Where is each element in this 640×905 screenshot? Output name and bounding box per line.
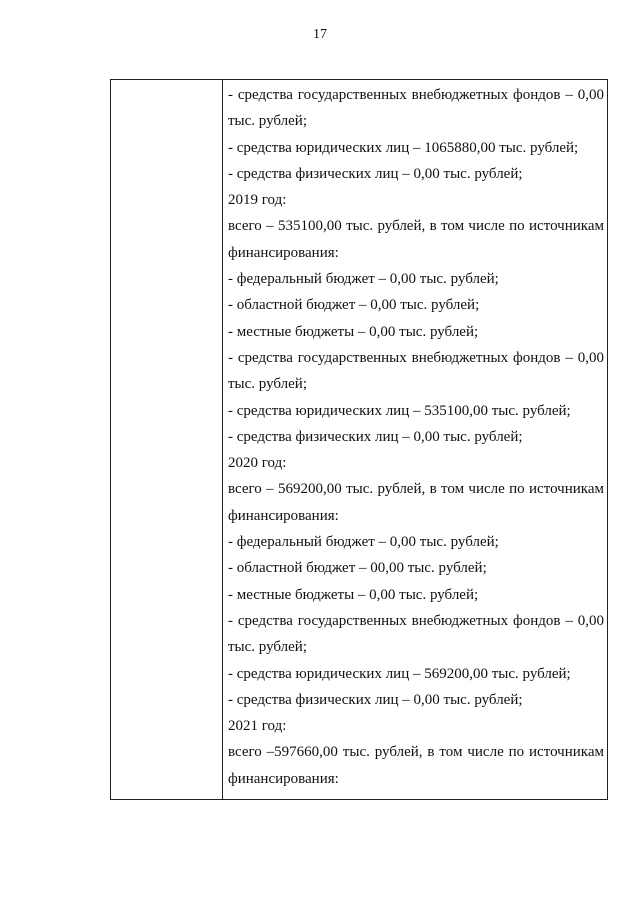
text-line: 2021 год: <box>228 718 287 735</box>
text-line: финансирования: <box>228 507 339 524</box>
text-line: тыс. рублей; <box>228 376 307 393</box>
text-line: - средства юридических лиц – 569200,00 тыс. рублей; <box>228 665 571 682</box>
text-line: финансирования: <box>228 770 339 787</box>
page-number: 17 <box>313 27 327 42</box>
text-line: 2019 год: <box>228 192 287 209</box>
text-line: - средства физических лиц – 0,00 тыс. рублей; <box>228 165 523 182</box>
text-line: финансирования: <box>228 244 339 261</box>
text-line: тыс. рублей; <box>228 113 307 130</box>
text-line: - средства юридических лиц – 535100,00 тыс. рублей; <box>228 402 571 419</box>
text-line: всего – 535100,00 тыс. рублей, в том числе по источникам <box>228 218 604 235</box>
table-right-cell <box>223 80 607 799</box>
text-line: - средства государственных внебюджетных фондов – 0,00 <box>228 349 604 366</box>
table-left-cell <box>111 80 223 799</box>
document-table <box>110 79 608 800</box>
text-line: 2020 год: <box>228 455 287 472</box>
text-line: - средства государственных внебюджетных фондов – 0,00 <box>228 612 604 629</box>
text-line: - средства физических лиц – 0,00 тыс. рублей; <box>228 691 523 708</box>
text-line: - средства физических лиц – 0,00 тыс. рублей; <box>228 428 523 445</box>
text-line: - областной бюджет – 0,00 тыс. рублей; <box>228 297 480 314</box>
text-line: - федеральный бюджет – 0,00 тыс. рублей; <box>228 271 499 288</box>
text-line: - областной бюджет – 00,00 тыс. рублей; <box>228 560 487 577</box>
text-line: всего – 569200,00 тыс. рублей, в том числе по источникам <box>228 481 604 498</box>
text-line: всего –597660,00 тыс. рублей, в том числе по источникам <box>228 744 604 761</box>
text-line: - местные бюджеты – 0,00 тыс. рублей; <box>228 323 479 340</box>
text-line: - федеральный бюджет – 0,00 тыс. рублей; <box>228 534 499 551</box>
text-line: тыс. рублей; <box>228 639 307 656</box>
text-line: - средства юридических лиц – 1065880,00 тыс. рублей; <box>228 139 579 156</box>
text-line: - средства государственных внебюджетных фондов – 0,00 <box>228 87 604 103</box>
text-line: - местные бюджеты – 0,00 тыс. рублей; <box>228 586 479 603</box>
